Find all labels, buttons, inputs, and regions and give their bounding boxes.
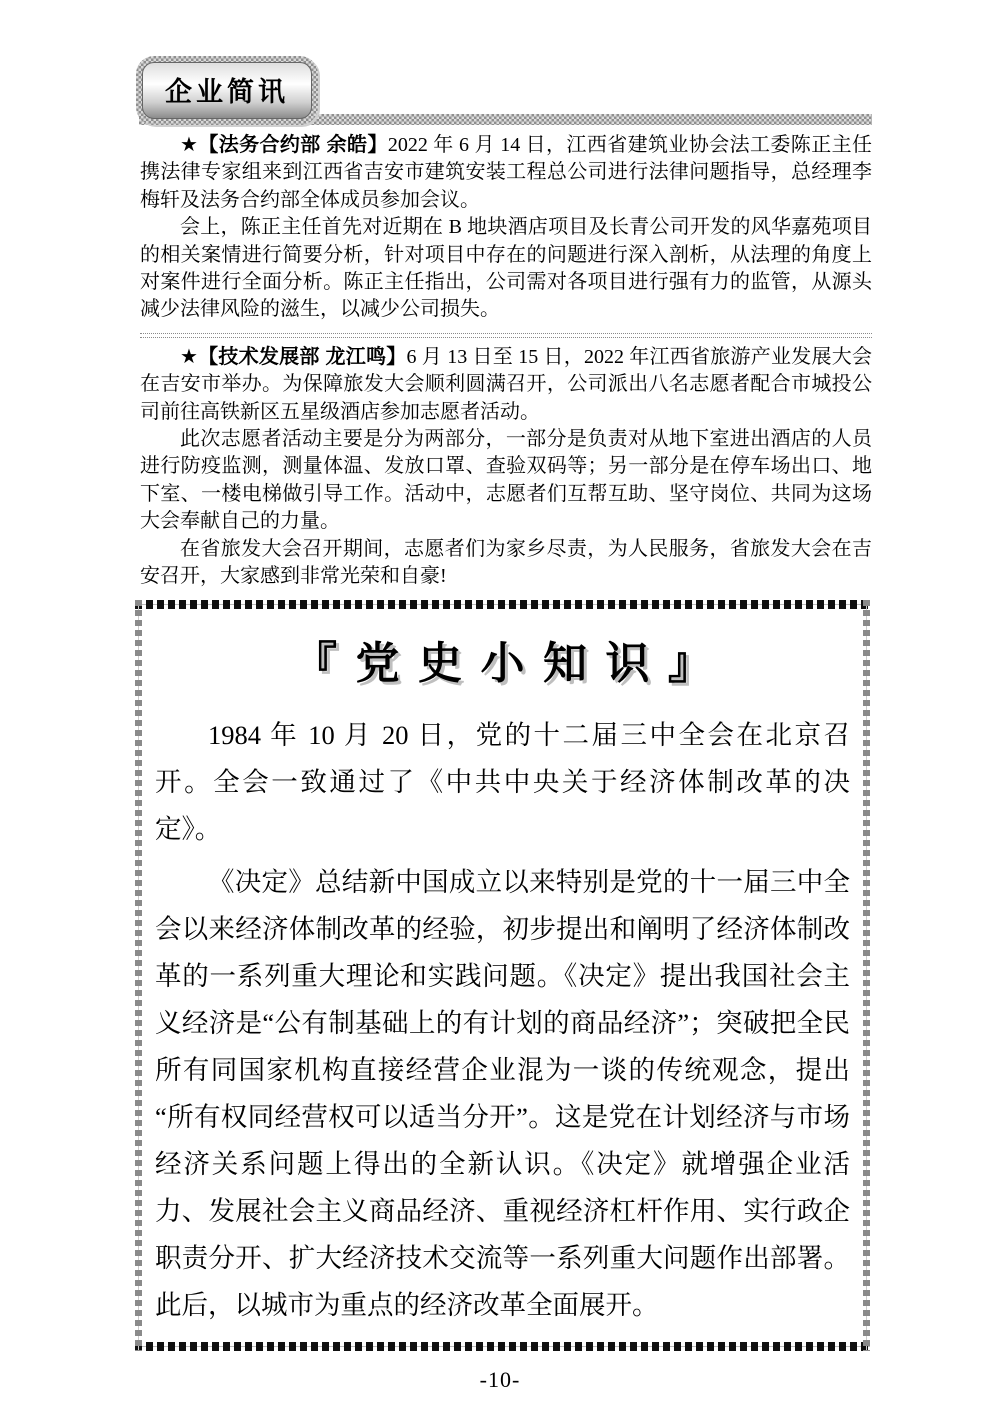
box-border-top <box>135 600 870 609</box>
department-tag: ★【法务合约部 余皓】 <box>180 134 388 156</box>
page-title: 企业简讯 <box>142 62 312 119</box>
news-section-legal <box>140 132 872 324</box>
box-paragraph: 《决定》总结新中国成立以来特别是党的十一届三中全会以来经济体制改革的经验，初步提出和阐明了经济体制改革的一系列重大理论和实践问题。《决定》提出我国社会主义经济是“公有制基础上的有计划的商品经济”；突破把全民所有同国家机构直接经营企业混为一谈的传统观念，提出“所有权同经营权可以适当分开”。这是党在计划经济与市场经济关系问题上得出的全新认识。《决定》就增强企业活力、发展社会主义商品经济、重视经济杠杆作用、实行政企职责分开、扩大经济技术交流等一系列重大问题作出部署。此后，以城市为重点的经济改革全面展开。 <box>155 866 850 1320</box>
news-lead-paragraph <box>140 132 872 214</box>
news-paragraph: 此次志愿者活动主要是分为两部分，一部分是负责对从地下室进出酒店的人员进行防疫监测，测量体温、发放口罩、查验双码等；另一部分是在停车场出口、地下室、一楼电梯做引导工作。活动中，志愿者们互帮互助、坚守岗位、共同为这场大会奉献自己的力量。 <box>140 428 872 533</box>
news-paragraph: 会上，陈正主任首先对近期在 B 地块酒店项目及长青公司开发的风华嘉苑项目的相关案情进行简要分析，针对项目中存在的问题进行深入剖析，从法理的角度上对案件进行全面分析。陈正主任指出，公司需对各项目进行强有力的监管，从源头减少法律风险的滋生，以减少公司损失。 <box>140 216 872 321</box>
lead-text: 2022 年 6 月 14 日，江西省建筑业协会法工委陈正主任携法律专家组来到江西省吉安市建筑安装工程总公司进行法律问题指导，总经理李梅轩及法务合约部全体成员参加会议。 <box>140 134 872 211</box>
page-header <box>136 56 872 126</box>
header-badge <box>136 56 318 125</box>
box-paragraph: 1984 年 10 月 20 日，党的十二届三中全会在北京召开。全会一致通过了《中共中央关于经济体制改革的决定》。 <box>155 719 850 844</box>
party-history-box <box>135 600 870 1351</box>
page-number: -10- <box>479 1366 521 1392</box>
news-section-technology <box>140 344 872 591</box>
box-title: 『党史小知识』 <box>293 638 731 688</box>
news-paragraph: 在省旅发大会召开期间，志愿者们为家乡尽责，为人民服务，省旅发大会在吉安召开，大家感到非常光荣和自豪! <box>140 537 872 588</box>
news-lead-paragraph <box>140 344 872 426</box>
lead-text: 6 月 13 日至 15 日，2022 年江西省旅游产业发展大会在吉安市举办。为保障旅发大会顺利圆满召开，公司派出八名志愿者配合市城投公司前往高铁新区五星级酒店参加志愿者活动。 <box>140 345 872 423</box>
section-divider <box>140 333 872 338</box>
department-tag: ★【技术发展部 龙江鸣】 <box>180 345 407 368</box>
box-border-right <box>863 600 870 1351</box>
box-border-bottom <box>135 1342 870 1351</box>
box-border-left <box>135 600 142 1351</box>
